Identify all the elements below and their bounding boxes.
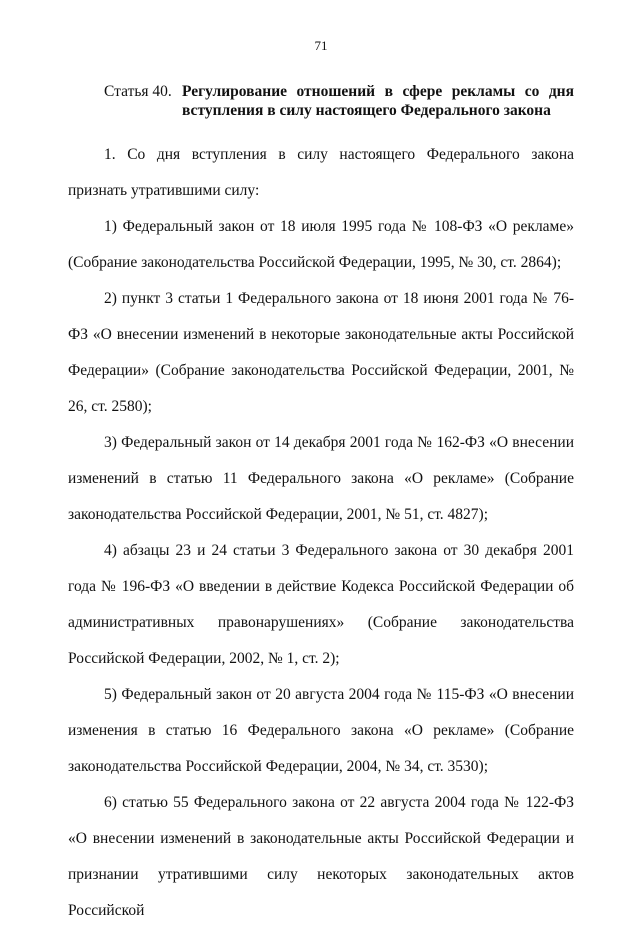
page-number: 71	[314, 38, 328, 53]
list-item-5: 5) Федеральный закон от 20 августа 2004 года № 115-ФЗ «О внесении изменения в статью 16 Федерального закона «О рекламе» (Собрание законодательства Российской Федерации, 2004, № 34, ст. 3530);	[68, 686, 574, 775]
article-title-line-2: вступления в силу настоящего Федерального закона	[182, 102, 551, 119]
article-title-line-1: Регулирование отношений в сфере рекламы со дня	[182, 83, 574, 100]
list-item-4: 4) абзацы 23 и 24 статьи 3 Федерального закона от 30 декабря 2001 года № 196-ФЗ «О введении в действие Кодекса Российской Федерации об административных правонарушениях» (Собрание законодательства Российской Федерации, 2002, № 1, ст. 2);	[68, 542, 574, 667]
article-label: Статья 40.	[104, 83, 172, 100]
paragraph-1: 1. Со дня вступления в силу настоящего Федерального закона признать утратившими силу:	[68, 146, 574, 199]
list-item-1: 1) Федеральный закон от 18 июля 1995 года № 108-ФЗ «О рекламе» (Собрание законодательства Российской Федерации, 1995, № 30, ст. 2864);	[68, 218, 574, 271]
list-item-6: 6) статью 55 Федерального закона от 22 августа 2004 года № 122-ФЗ «О внесении изменений в законодательные акты Российской Федерации и признании утратившими силу некоторых законодательных актов Российской	[68, 794, 574, 919]
article-heading	[68, 82, 574, 120]
list-item-3: 3) Федеральный закон от 14 декабря 2001 года № 162-ФЗ «О внесении изменений в статью 11 Федерального закона «О рекламе» (Собрание законодательства Российской Федерации, 2001, № 51, ст. 4827);	[68, 434, 574, 523]
list-item-2: 2) пункт 3 статьи 1 Федерального закона от 18 июня 2001 года № 76-ФЗ «О внесении изменений в некоторые законодательные акты Российской Федерации» (Собрание законодательства Российской Федерации, 2001, № 26, ст. 2580);	[68, 290, 574, 415]
